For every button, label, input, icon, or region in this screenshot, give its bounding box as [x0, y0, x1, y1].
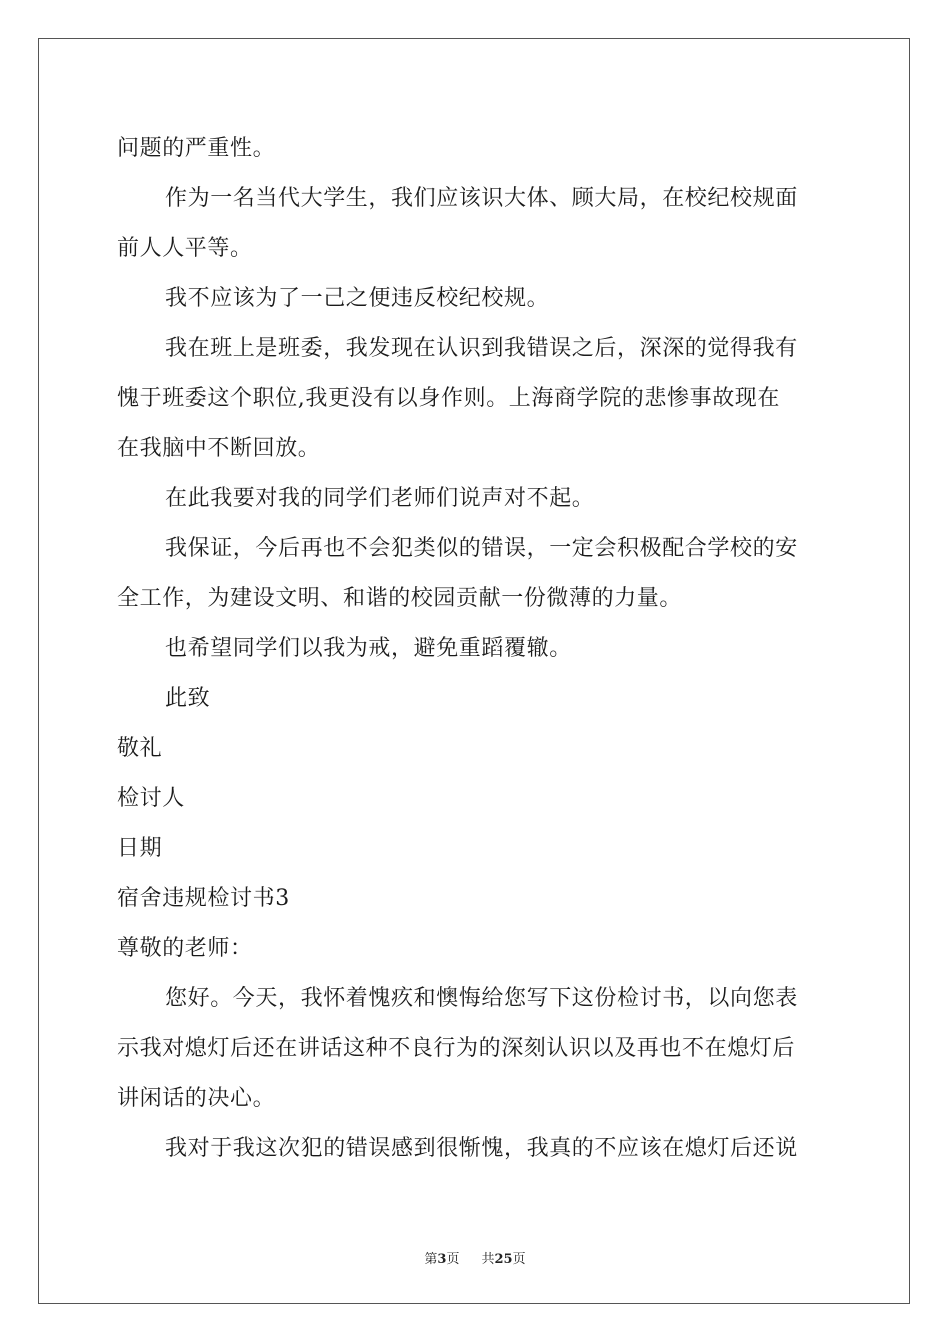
text-line: 在此我要对我的同学们老师们说声对不起。 [165, 486, 595, 511]
text-line: 示我对熄灯后还在讲话这种不良行为的深刻认识以及再也不在熄灯后 [117, 1036, 796, 1061]
text-line: 全工作，为建设文明、和谐的校园贡献一份微薄的力量。 [117, 586, 683, 611]
text-line: 讲闲话的决心。 [117, 1086, 276, 1111]
text-line: 日期 [117, 836, 163, 861]
footer-prefix: 第 [424, 1252, 438, 1267]
text-line: 检讨人 [117, 786, 185, 811]
current-page-number: 3 [437, 1252, 447, 1267]
text-line: 愧于班委这个职位,我更没有以身作则。上海商学院的悲惨事故现在 [117, 386, 780, 411]
footer-total-prefix: 共 [481, 1252, 495, 1267]
text-line: 敬礼 [117, 736, 163, 761]
text-line: 您好。今天，我怀着愧疚和懊悔给您写下这份检讨书，以向您表 [165, 986, 798, 1011]
footer-total-unit: 页 [512, 1252, 526, 1267]
text-line: 我保证，今后再也不会犯类似的错误，一定会积极配合学校的安 [165, 536, 798, 561]
text-line: 作为一名当代大学生，我们应该识大体、顾大局，在校纪校规面 [165, 186, 798, 211]
text-line: 尊敬的老师： [117, 936, 253, 961]
text-line: 宿舍违规检讨书3 [117, 886, 290, 911]
text-line: 也希望同学们以我为戒，避免重蹈覆辙。 [165, 636, 572, 661]
total-pages-number: 25 [494, 1252, 513, 1267]
page-footer [0, 1248, 950, 1267]
text-line: 我对于我这次犯的错误感到很惭愧，我真的不应该在熄灯后还说 [165, 1136, 798, 1161]
text-line: 问题的严重性。 [117, 136, 276, 161]
document-body [117, 124, 833, 1174]
text-line: 前人人平等。 [117, 236, 253, 261]
text-line: 在我脑中不断回放。 [117, 436, 321, 461]
text-line: 此致 [165, 686, 211, 711]
text-line: 我不应该为了一己之便违反校纪校规。 [165, 286, 550, 311]
footer-page-unit: 页 [446, 1252, 460, 1267]
text-line: 我在班上是班委，我发现在认识到我错误之后，深深的觉得我有 [165, 336, 798, 361]
